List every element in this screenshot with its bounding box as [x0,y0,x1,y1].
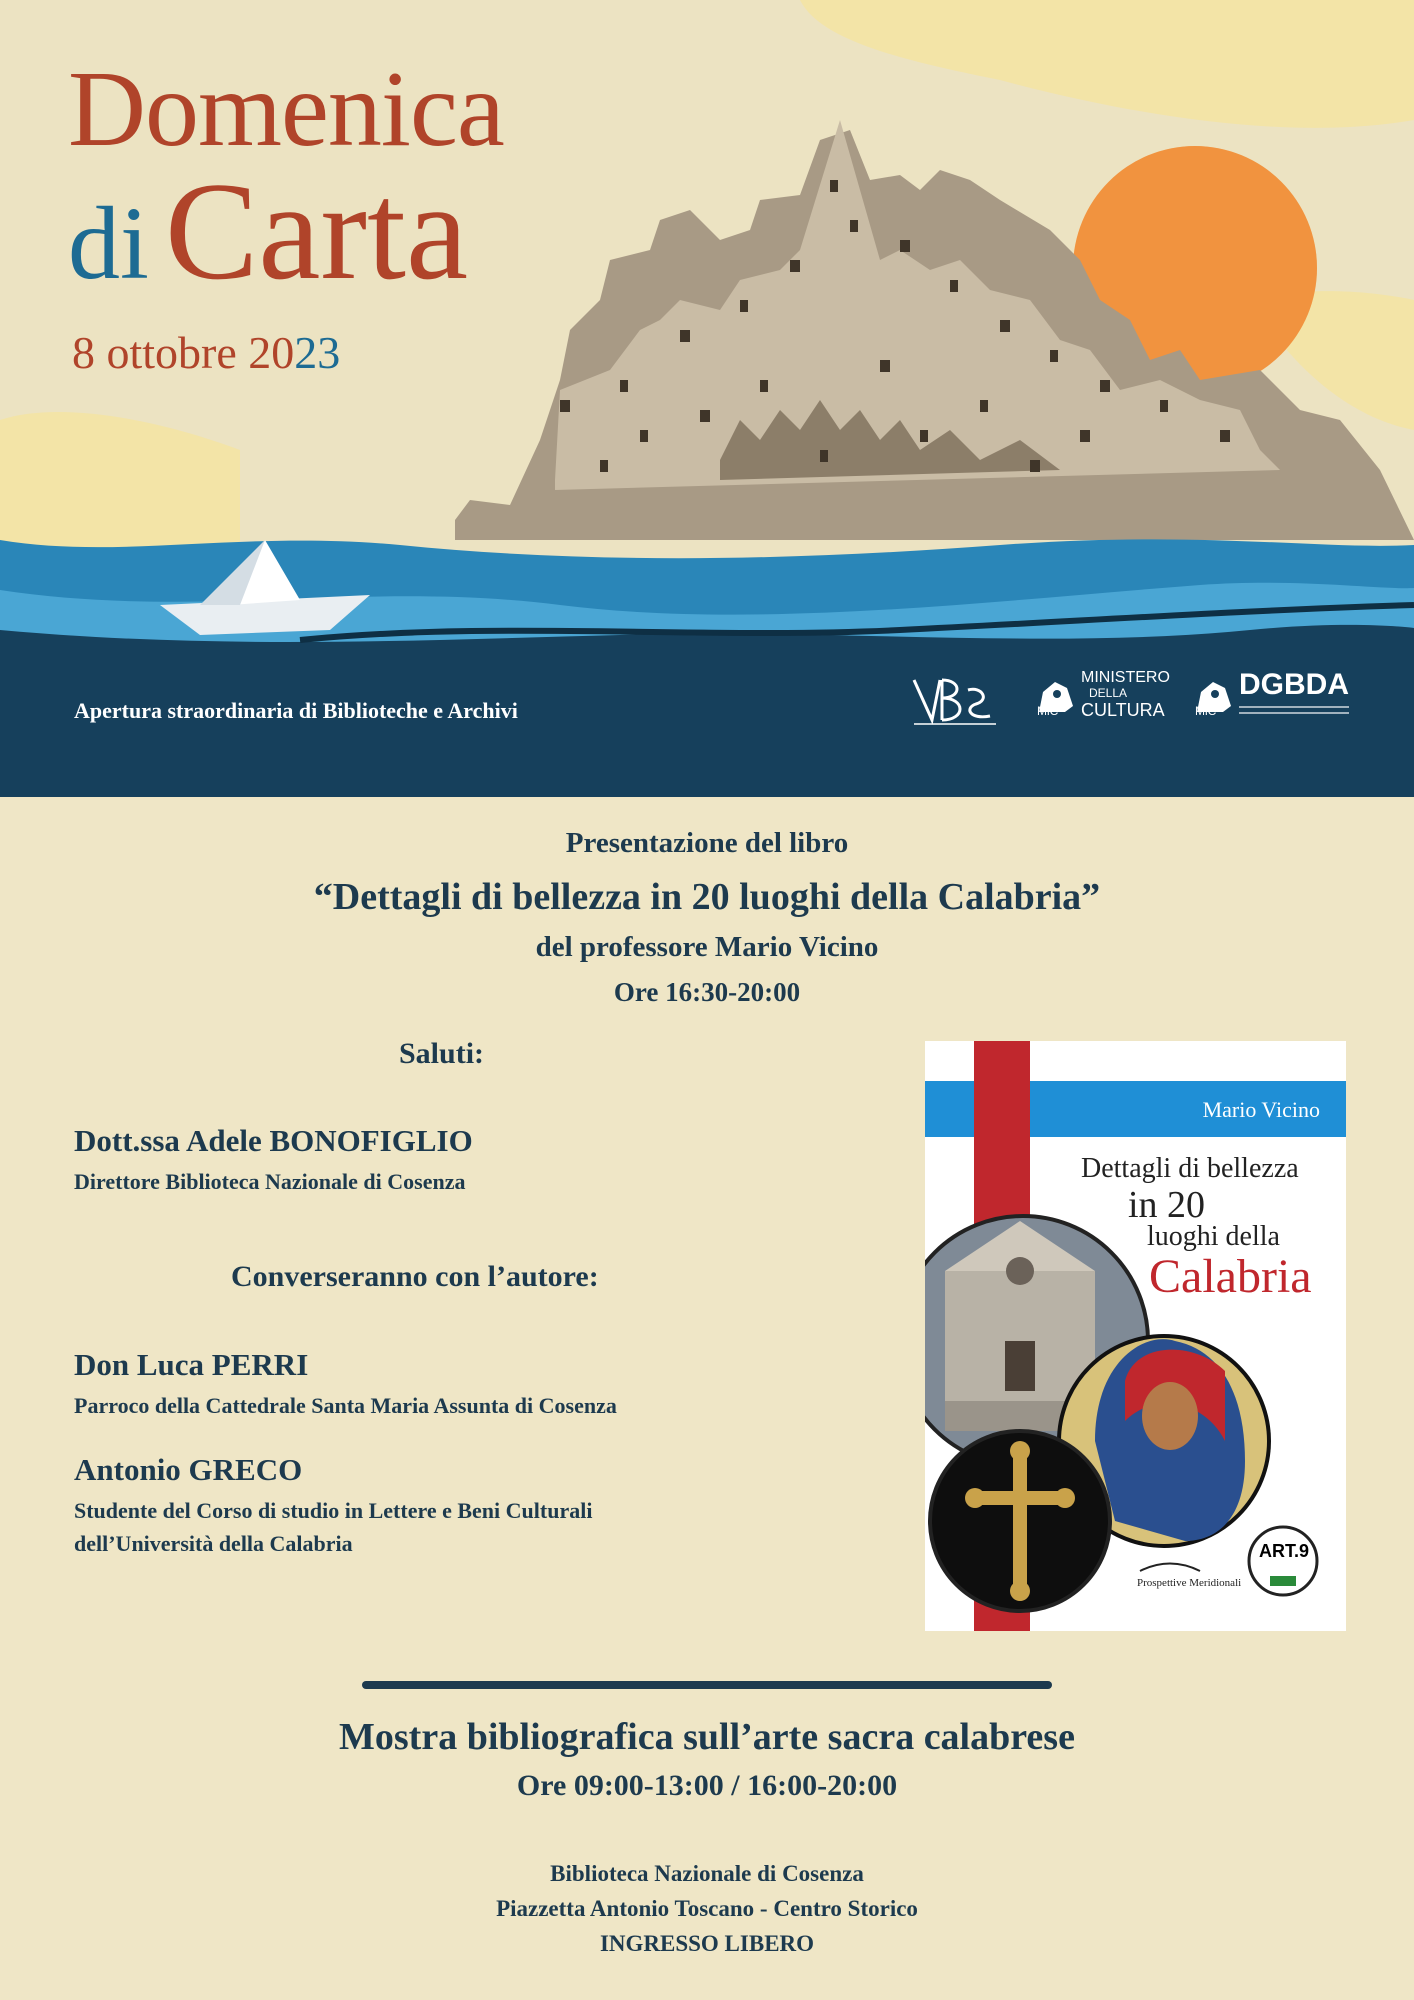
speaker-name: Antonio GRECO [74,1452,303,1487]
event-subtitle: Apertura straordinaria di Biblioteche e Archivi [74,698,518,723]
ministry-mic: MiC [1037,704,1059,718]
dgbda-mic: MiC [1195,704,1217,718]
speaker-role: Studente del Corso di studio in Lettere e Beni Culturali [74,1498,593,1523]
dgbda-text: DGBDA [1239,668,1349,701]
speaker-role: Parroco della Cattedrale Santa Maria Assunta di Cosenza [74,1393,617,1418]
venue-admission: INGRESSO LIBERO [599,1931,815,1956]
presentation-time: Ore 16:30-20:00 [613,977,801,1007]
section-divider [362,1681,1052,1689]
venue-name: Biblioteca Nazionale di Cosenza [550,1861,864,1886]
cover-badge: ART.9 [1259,1541,1310,1561]
book-title: “Dettagli di bellezza in 20 luoghi della Calabria” [313,876,1101,918]
ministry-line3: CULTURA [1081,700,1165,720]
cover-author: Mario Vicino [1202,1097,1320,1122]
library-logo-icon [910,670,1000,728]
exhibit-time: Ore 09:00-13:00 / 16:00-20:00 [516,1769,898,1802]
event-date [72,326,340,379]
event-date-suffix: 23 [294,327,341,378]
ministry-line2: DELLA [1089,686,1128,700]
cover-publisher: Prospettive Meridionali [1137,1577,1242,1589]
speaker-role-continued: dell’Università della Calabria [74,1531,353,1556]
cover-title-line2: in 20 [1128,1184,1206,1226]
event-content [0,797,1414,2000]
presentation-label: Presentazione del libro [565,827,849,859]
event-title-carta: Carta [164,154,469,309]
event-title-domenica: Domenica [68,50,504,169]
hero-banner [0,0,1414,797]
ministry-line1: MINISTERO [1081,669,1170,686]
dgbda-fine-print [1239,712,1349,714]
event-date-prefix: 8 ottobre 20 [72,327,295,378]
cover-title-line1: Dettagli di bellezza [1081,1153,1299,1184]
conversation-heading: Converseranno con l’autore: [231,1260,599,1293]
venue-address: Piazzetta Antonio Toscano - Centro Storico [496,1896,918,1921]
cover-title-line4: Calabria [1149,1250,1312,1303]
event-title-di-carta [68,154,469,309]
book-author-line: del professore Mario Vicino [535,931,879,963]
event-title-di: di [68,186,149,301]
speaker-name: Don Luca PERRI [74,1347,309,1382]
greetings-heading: Saluti: [399,1037,485,1070]
library-logo [910,670,1000,733]
sponsor-logos [910,670,1350,730]
dgbda-fine-print [1239,706,1349,708]
greeter-name: Dott.ssa Adele BONOFIGLIO [74,1123,473,1158]
exhibit-title: Mostra bibliografica sull’arte sacra calabrese [339,1716,1075,1758]
cover-title-line3: luoghi della [1147,1221,1280,1252]
greeter-role: Direttore Biblioteca Nazionale di Cosenza [74,1169,466,1194]
book-cover [925,1041,1346,1631]
